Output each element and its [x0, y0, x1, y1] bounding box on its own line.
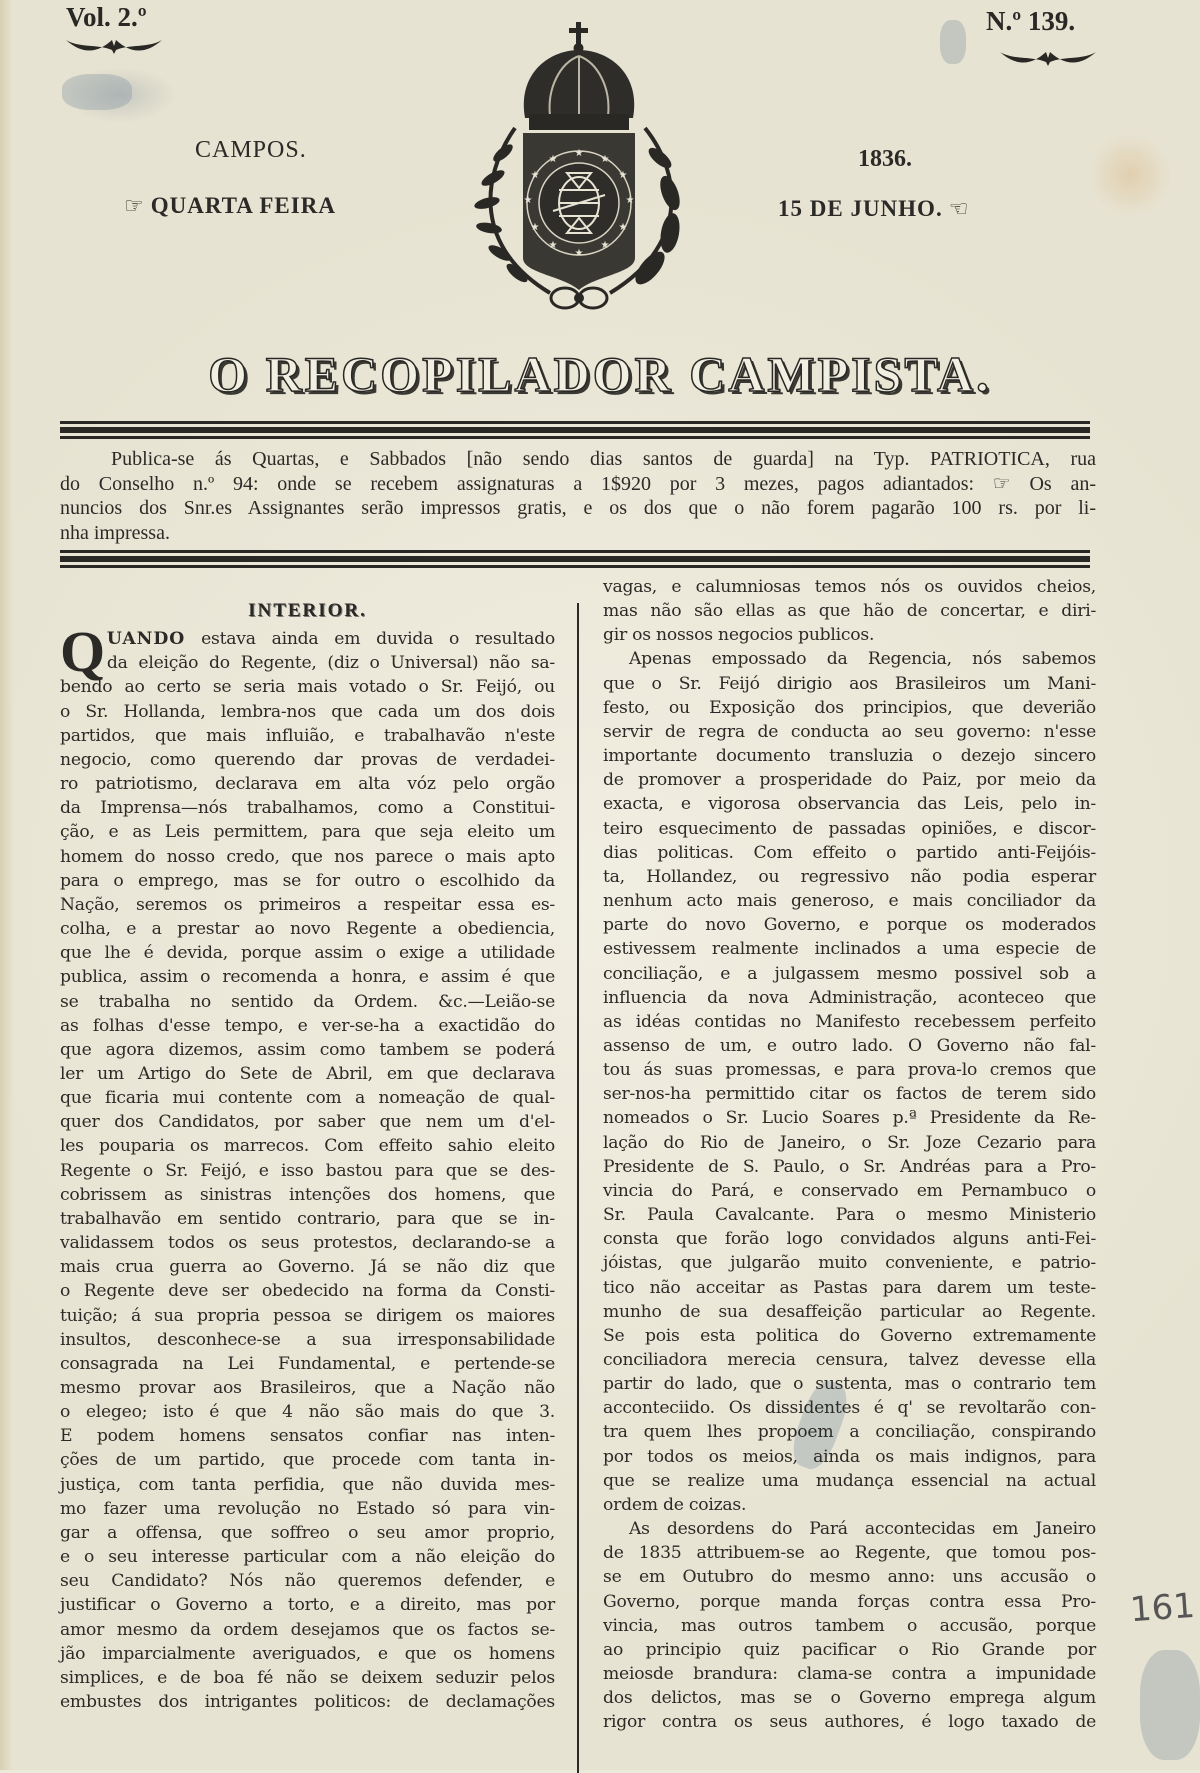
svg-text:★: ★: [574, 248, 584, 259]
article-body-left: [60, 619, 555, 1714]
page-binding-edge: [0, 0, 14, 1770]
svg-text:★: ★: [530, 170, 540, 181]
article-line: meiosde brandura: clama-se contra a impunidade: [603, 1664, 1096, 1685]
article-line: simplices, e de boa fé não se deixem seduzir pelos: [60, 1667, 555, 1688]
article-line: estivessem realmente inclinados a uma especie de: [603, 939, 1096, 960]
article-line: conciliação, e a julgassem mesmo possivel sob a: [603, 963, 1096, 984]
left-column: [60, 593, 555, 1714]
article-line: quer dos Candidatos, por saber que nem um d'el-: [60, 1112, 555, 1133]
article-line: justiça, com tanta perfidia, que não duvida mes-: [60, 1474, 555, 1495]
article-line: que agora dizemos, assim como tambem se poderá: [60, 1039, 555, 1060]
water-stain: [1140, 1650, 1200, 1760]
article-line: teiro esquecimento de passadas opiniões, e discor-: [603, 818, 1096, 839]
article-line: que ficaria mui contente com a nomeação de qual-: [60, 1088, 555, 1109]
pointing-hand-icon: ☞: [124, 193, 145, 218]
article-line: tuição; á sua propria pessoa se dirigem os maiores: [60, 1305, 555, 1326]
year: 1836.: [858, 146, 912, 172]
article-line: da eleição do Regente, (diz o Universal) não sa-: [106, 653, 555, 674]
article-line: colha, e a prestar ao novo Regente a obediencia,: [60, 919, 555, 940]
svg-text:★: ★: [618, 170, 628, 181]
article-line: de promover a prosperidade do Paiz, por meio da: [603, 770, 1096, 791]
article-line: partir do lado, que o sustenta, mas o contrario tem: [603, 1374, 1096, 1395]
svg-text:★: ★: [523, 195, 533, 206]
article-line: seu Candidato? Nós não queremos defender, e: [60, 1571, 555, 1592]
article-line: vincia do Pará, e conservado em Pernambuco o: [603, 1180, 1096, 1201]
article-line: cobrissem as sinistras intenções dos homens, que: [60, 1184, 555, 1205]
article-line: para o emprego, mas se for outro o escolhido da: [60, 870, 555, 891]
imperial-coat-of-arms-icon: [455, 18, 705, 318]
article-line: se em Outubro do mesmo anno: uns accusão o: [603, 1567, 1096, 1588]
article-line: consta que forão logo convidados alguns anti-Fei-: [603, 1229, 1096, 1250]
article-line: ta, Hollandez, ou regressivo não podia esperar: [603, 866, 1096, 887]
pointing-hand-left-icon: ☜: [948, 196, 970, 221]
article-line: homem do nosso credo, que nos parece o mais apto: [60, 846, 555, 867]
article-line-first: UANDO estava ainda em duvida o resultado: [106, 629, 555, 650]
drop-cap: Q: [60, 619, 105, 685]
weekday-label: QUARTA FEIRA: [150, 193, 336, 218]
svg-text:★: ★: [574, 148, 584, 159]
newspaper-title: O RECOPILADOR CAMPISTA.: [208, 346, 992, 402]
article-line: mas não são ellas as que hão de concertar, e diri-: [603, 601, 1096, 622]
article-line: ser-nos-ha permittido citar os factos de terem sido: [603, 1084, 1096, 1105]
date: [778, 196, 969, 222]
subscription-notice: [60, 447, 1096, 545]
article-line: mais crua guerra ao Governo. Já se não diz que: [60, 1257, 555, 1278]
svg-text:★: ★: [600, 240, 610, 251]
article-line: exacta, e vigorosa observancia das Leis, pelo in-: [603, 794, 1096, 815]
right-column: [603, 575, 1096, 1735]
article-line: Governo, porque manda forças contra essa Pro-: [603, 1591, 1096, 1612]
ornamental-swash-icon: [64, 32, 164, 56]
article-line: festo, ou Exposição dos principios, que deverião: [603, 697, 1096, 718]
article-line: dias politicas. Com effeito o partido anti-Feijóis-: [603, 842, 1096, 863]
article-line: parte do novo Governo, e porque os moderados: [603, 915, 1096, 936]
article-line: jóistas, que julgarão muito conveniente, e patrio-: [603, 1253, 1096, 1274]
article-line: vagas, e calumniosas temos nós os ouvidos cheios,: [603, 577, 1096, 597]
article-line: servir de regra de conducta ao seu governo: n'esse: [603, 721, 1096, 742]
svg-text:★: ★: [600, 154, 610, 165]
article-line: ro patriotismo, declarava em alta vóz pelo orgão: [60, 774, 555, 795]
article-line: ções de um partido, que procede com tanta in-: [60, 1450, 555, 1471]
article-line: o elegeo; isto é que 4 não são mais do que 3.: [60, 1402, 555, 1423]
article-line: amor mesmo da ordem desejamos que os factos se-: [60, 1619, 555, 1640]
subscription-line: nha impressa.: [60, 521, 170, 544]
article-line: ler um Artigo do Sete de Abril, em que declarava: [60, 1063, 555, 1084]
article-line: partidos, que mais influião, e trabalhavão n'este: [60, 725, 555, 746]
article-line: gar a offensa, que soffreo o seu amor proprio,: [60, 1522, 555, 1543]
article-line: que lhe é devida, porque assim o exige a utilidade: [60, 943, 555, 964]
article-line: vincia, mas outros tambem o accusão, porque: [603, 1615, 1096, 1636]
subscription-line: do Conselho n.º 94: onde se recebem assignaturas a 1$920 por 3 mezes, pagos adiantados: ☞ Os an-: [60, 472, 1096, 495]
article-line: ção, e as Leis permittem, para que seja eleito um: [60, 822, 555, 843]
ornamental-swash-icon: [998, 44, 1098, 68]
article-line: o Sr. Hollanda, lembra-nos que cada um dos dois: [60, 701, 555, 722]
article-line: Regente o Sr. Feijó, e isso bastou para que se des-: [60, 1160, 555, 1181]
article-line: nomeados o Sr. Lucio Soares p.ª Presidente da Re-: [603, 1108, 1096, 1129]
article-line: e o seu interesse particular com a não eleição do: [60, 1547, 555, 1568]
article-line: trabalhavão em sentido contrario, para que se in-: [60, 1208, 555, 1229]
water-stain: [62, 74, 132, 110]
subscription-line: nuncios dos Snr.es Assignantes serão impressos gratis, e os dos que o não forem pagarão 100 rs. por li-: [60, 497, 1096, 519]
water-stain: [940, 20, 966, 64]
article-line: conciliadora merecia censura, talvez devesse ella: [603, 1350, 1096, 1370]
article-line: o Regente deve ser obedecido na forma da Consti-: [60, 1281, 555, 1302]
article-line: negocio, como querendo dar provas de verdadei-: [60, 749, 555, 770]
article-line: que o Sr. Feijó dirigio aos Brasileiros um Mani-: [603, 673, 1096, 694]
article-line: ordem de coizas.: [603, 1494, 747, 1515]
article-line: de 1835 attribuem-se ao Regente, que tomou pos-: [603, 1543, 1096, 1564]
article-line: Nação, seremos os primeiros a respeitar essa es-: [60, 894, 555, 915]
handwritten-page-number: 161: [1128, 1585, 1197, 1631]
article-line: bendo ao certo se seria mais votado o Sr. Feijó, ou: [60, 677, 555, 698]
svg-text:★: ★: [625, 195, 635, 206]
date-label: 15 DE JUNHO.: [778, 196, 943, 221]
article-line: munho de sua desaffeição particular ao Regente.: [603, 1301, 1096, 1322]
article-line: lação do Rio de Janeiro, o Sr. Joze Cezario para: [603, 1132, 1096, 1153]
double-rule: [60, 550, 1090, 571]
volume-label: Vol. 2.º: [66, 2, 147, 32]
svg-text:★: ★: [548, 240, 558, 251]
article-line: por todos os meios, ainda os mais indignos, para: [603, 1446, 1096, 1467]
double-rule: [60, 421, 1090, 442]
issue-number: N.º 139.: [986, 6, 1076, 36]
article-line: nenhum acto mais generoso, e mais conciliador da: [603, 891, 1096, 912]
article-line: tico não acceitar as Pastas para darem um teste-: [603, 1277, 1096, 1298]
article-line: gir os nossos negocios publicos.: [603, 625, 875, 646]
paragraph-start-line: As desordens do Pará accontecidas em Janeiro: [629, 1519, 1096, 1540]
subscription-line: Publica-se ás Quartas, e Sabbados [não sendo dias santos de guarda] na Typ. PATRIOTICA, rua: [111, 448, 1096, 470]
article-line: mesmo provar aos Brasileiros, que a Nação não: [60, 1378, 555, 1398]
article-line: da Imprensa—nós trabalhamos, como a Constitui-: [60, 798, 555, 819]
paragraph-start-line: Apenas empossado da Regencia, nós sabemos: [629, 649, 1096, 670]
article-line: Se pois esta politica do Governo extremamente: [603, 1325, 1096, 1346]
article-line: E podem homens sensatos confiar nas inten-: [60, 1426, 555, 1447]
place-name: CAMPOS.: [195, 137, 307, 163]
article-line: que se realize uma mudança essencial na actual: [603, 1470, 1096, 1491]
article-line: les pouparia os marrecos. Com effeito sahio eleito: [60, 1136, 555, 1157]
article-line: acconteciido. Os dissidentes é q' se revoltarão con-: [603, 1398, 1096, 1419]
weekday: [124, 193, 336, 219]
section-heading: INTERIOR.: [248, 600, 367, 621]
article-line: influencia da nova Administração, aconteceo que: [603, 987, 1096, 1008]
article-line: embustes dos intrigantes politicos: de declamações: [60, 1692, 555, 1713]
svg-text:★: ★: [548, 154, 558, 165]
article-line: justificar o Governo a torto, e a direito, mas por: [60, 1595, 555, 1616]
article-line: jão imparcialmente averiguados, e que os homens: [60, 1643, 555, 1664]
article-line: insultos, desconhece-se a sua irresponsabilidade: [60, 1329, 555, 1350]
article-line: as idéas contidas no Manifesto recebessem perfeito: [603, 1011, 1096, 1032]
article-line: consagrada na Lei Fundamental, e pertende-se: [60, 1353, 555, 1374]
article-line: tra quem lhes propoem a conciliação, conspirando: [603, 1422, 1096, 1443]
article-line: mo fazer uma revolução no Estado só para vin-: [60, 1498, 555, 1519]
svg-text:★: ★: [530, 222, 540, 233]
article-line: ao principio quiz pacificar o Rio Grande por: [603, 1639, 1096, 1660]
article-line: importante documento transluzia o dezejo sincero: [603, 746, 1096, 767]
article-line: rigor contra os seus authores, é logo taxado de: [603, 1712, 1096, 1733]
article-line: dos delictos, mas se o Governo emprega algum: [603, 1688, 1096, 1709]
article-line: publica, assim o recomenda a honra, e assim é que: [60, 967, 555, 988]
article-line: Presidente de S. Paulo, o Sr. Andréas para a Pro-: [603, 1156, 1096, 1177]
article-line: Sr. Paula Cavalcante. Para o mesmo Ministerio: [603, 1205, 1096, 1226]
article-line: tou ás suas promessas, e para prova-lo cremos que: [603, 1060, 1096, 1081]
article-line: validassem todos os seus protestos, declarando-se a: [60, 1233, 555, 1254]
column-divider: [577, 603, 579, 1773]
article-line: se trabalha no sentido da Ordem. &c.—Leião-se: [60, 991, 555, 1012]
article-line: assenso de um, e outro lado. O Governo não fal-: [603, 1035, 1096, 1056]
svg-text:★: ★: [618, 222, 628, 233]
article-line: as folhas d'esse tempo, e ver-se-ha a exactidão do: [60, 1015, 555, 1036]
